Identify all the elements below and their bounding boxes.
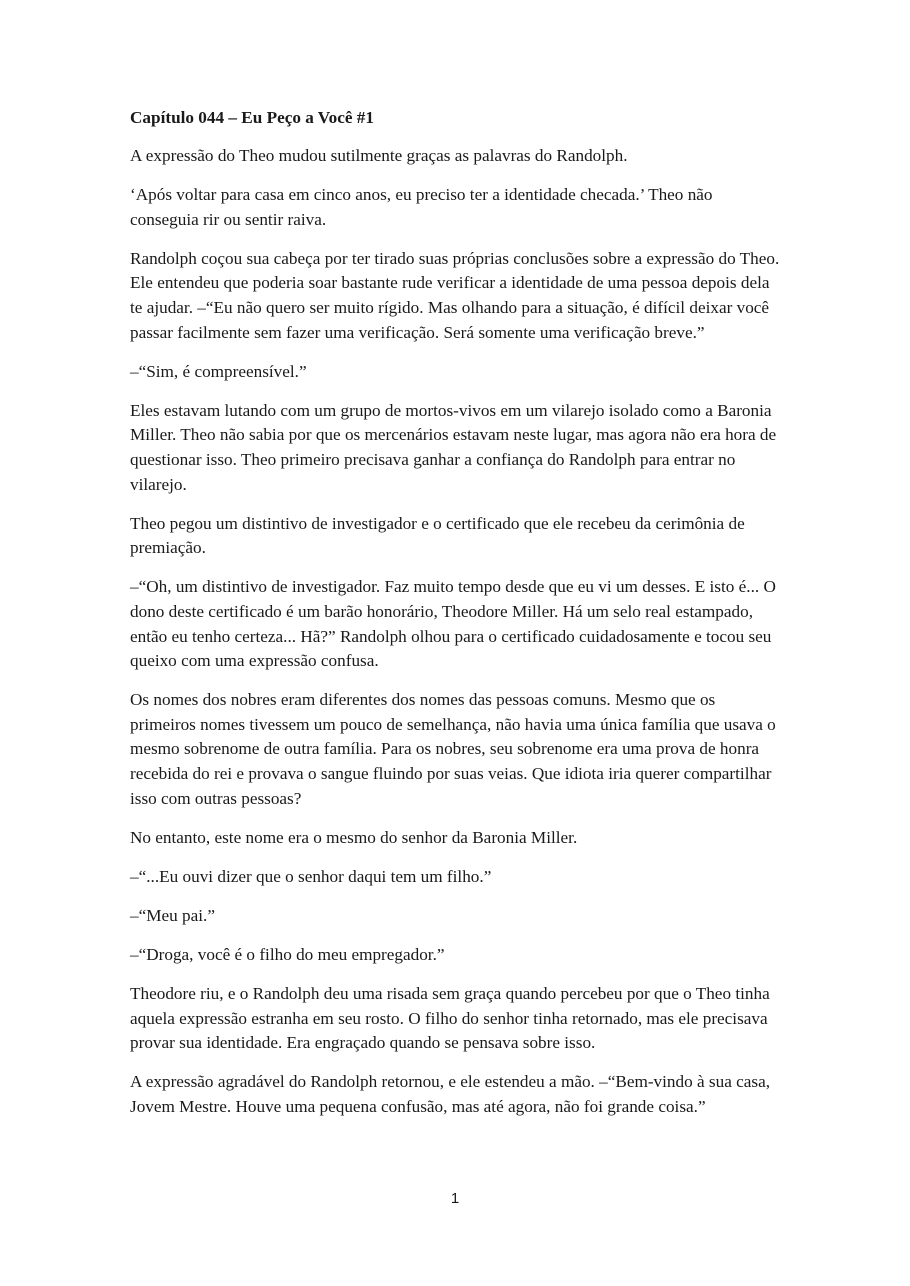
paragraph: Eles estavam lutando com um grupo de mortos-vivos em um vilarejo isolado como a Baronia Miller. Theo não sabia por que os mercenários estavam neste lugar, mas agora não era hora de questionar isso. Theo primeiro precisava ganhar a confiança do Randolph para entrar no vilarejo. <box>130 400 777 494</box>
paragraph: –“...Eu ouvi dizer que o senhor daqui tem um filho.” <box>130 866 492 886</box>
paragraph: Os nomes dos nobres eram diferentes dos nomes das pessoas comuns. Mesmo que os primeiros nomes tivessem um pouco de semelhança, não havia uma única família que usava o mesmo sobrenome de outra família. Para os nobres, seu sobrenome era uma prova de honra recebida do rei e provava o sangue fluindo por suas veias. Que idiota iria querer compartilhar isso com outras pessoas? <box>130 690 776 808</box>
paragraph: ‘Após voltar para casa em cinco anos, eu preciso ter a identidade checada.’ Theo não conseguia rir ou sentir raiva. <box>130 185 713 229</box>
paragraph: –“Oh, um distintivo de investigador. Faz muito tempo desde que eu vi um desses. E isto é... O dono deste certificado é um barão honorário, Theodore Miller. Há um selo real estampado, então eu tenho certeza... Hã?” Randolph olhou para o certificado cuidadosamente e tocou seu queixo com uma expressão confusa. <box>130 577 776 671</box>
paragraph: Theodore riu, e o Randolph deu uma risada sem graça quando percebeu por que o Theo tinha aquela expressão estranha em seu rosto. O filho do senhor tinha retornado, mas ele precisava provar sua identidade. Era engraçado quando se pensava sobre isso. <box>130 984 770 1053</box>
paragraph: No entanto, este nome era o mesmo do senhor da Baronia Miller. <box>130 827 578 847</box>
chapter-title: Capítulo 044 – Eu Peço a Você #1 <box>130 108 374 127</box>
document-body <box>130 106 782 1134</box>
paragraph: –“Droga, você é o filho do meu empregador.” <box>130 944 445 964</box>
paragraph: Randolph coçou sua cabeça por ter tirado suas próprias conclusões sobre a expressão do Theo. Ele entendeu que poderia soar bastante rude verificar a identidade de uma pessoa depois dela te ajudar. –“Eu não quero ser muito rígido. Mas olhando para a situação, é difícil deixar você passar facilmente sem fazer uma verificação. Será somente uma verificação breve.” <box>130 248 780 342</box>
paragraph: –“Sim, é compreensível.” <box>130 361 307 381</box>
paragraph: Theo pegou um distintivo de investigador e o certificado que ele recebeu da cerimônia de premiação. <box>130 513 745 558</box>
paragraph: A expressão do Theo mudou sutilmente graças as palavras do Randolph. <box>130 146 628 165</box>
page-number: 1 <box>450 1190 460 1207</box>
paragraph: –“Meu pai.” <box>130 905 215 925</box>
paragraph: A expressão agradável do Randolph retornou, e ele estendeu a mão. –“Bem-vindo à sua casa, Jovem Mestre. Houve uma pequena confusão, mas até agora, não foi grande coisa.” <box>130 1072 771 1116</box>
